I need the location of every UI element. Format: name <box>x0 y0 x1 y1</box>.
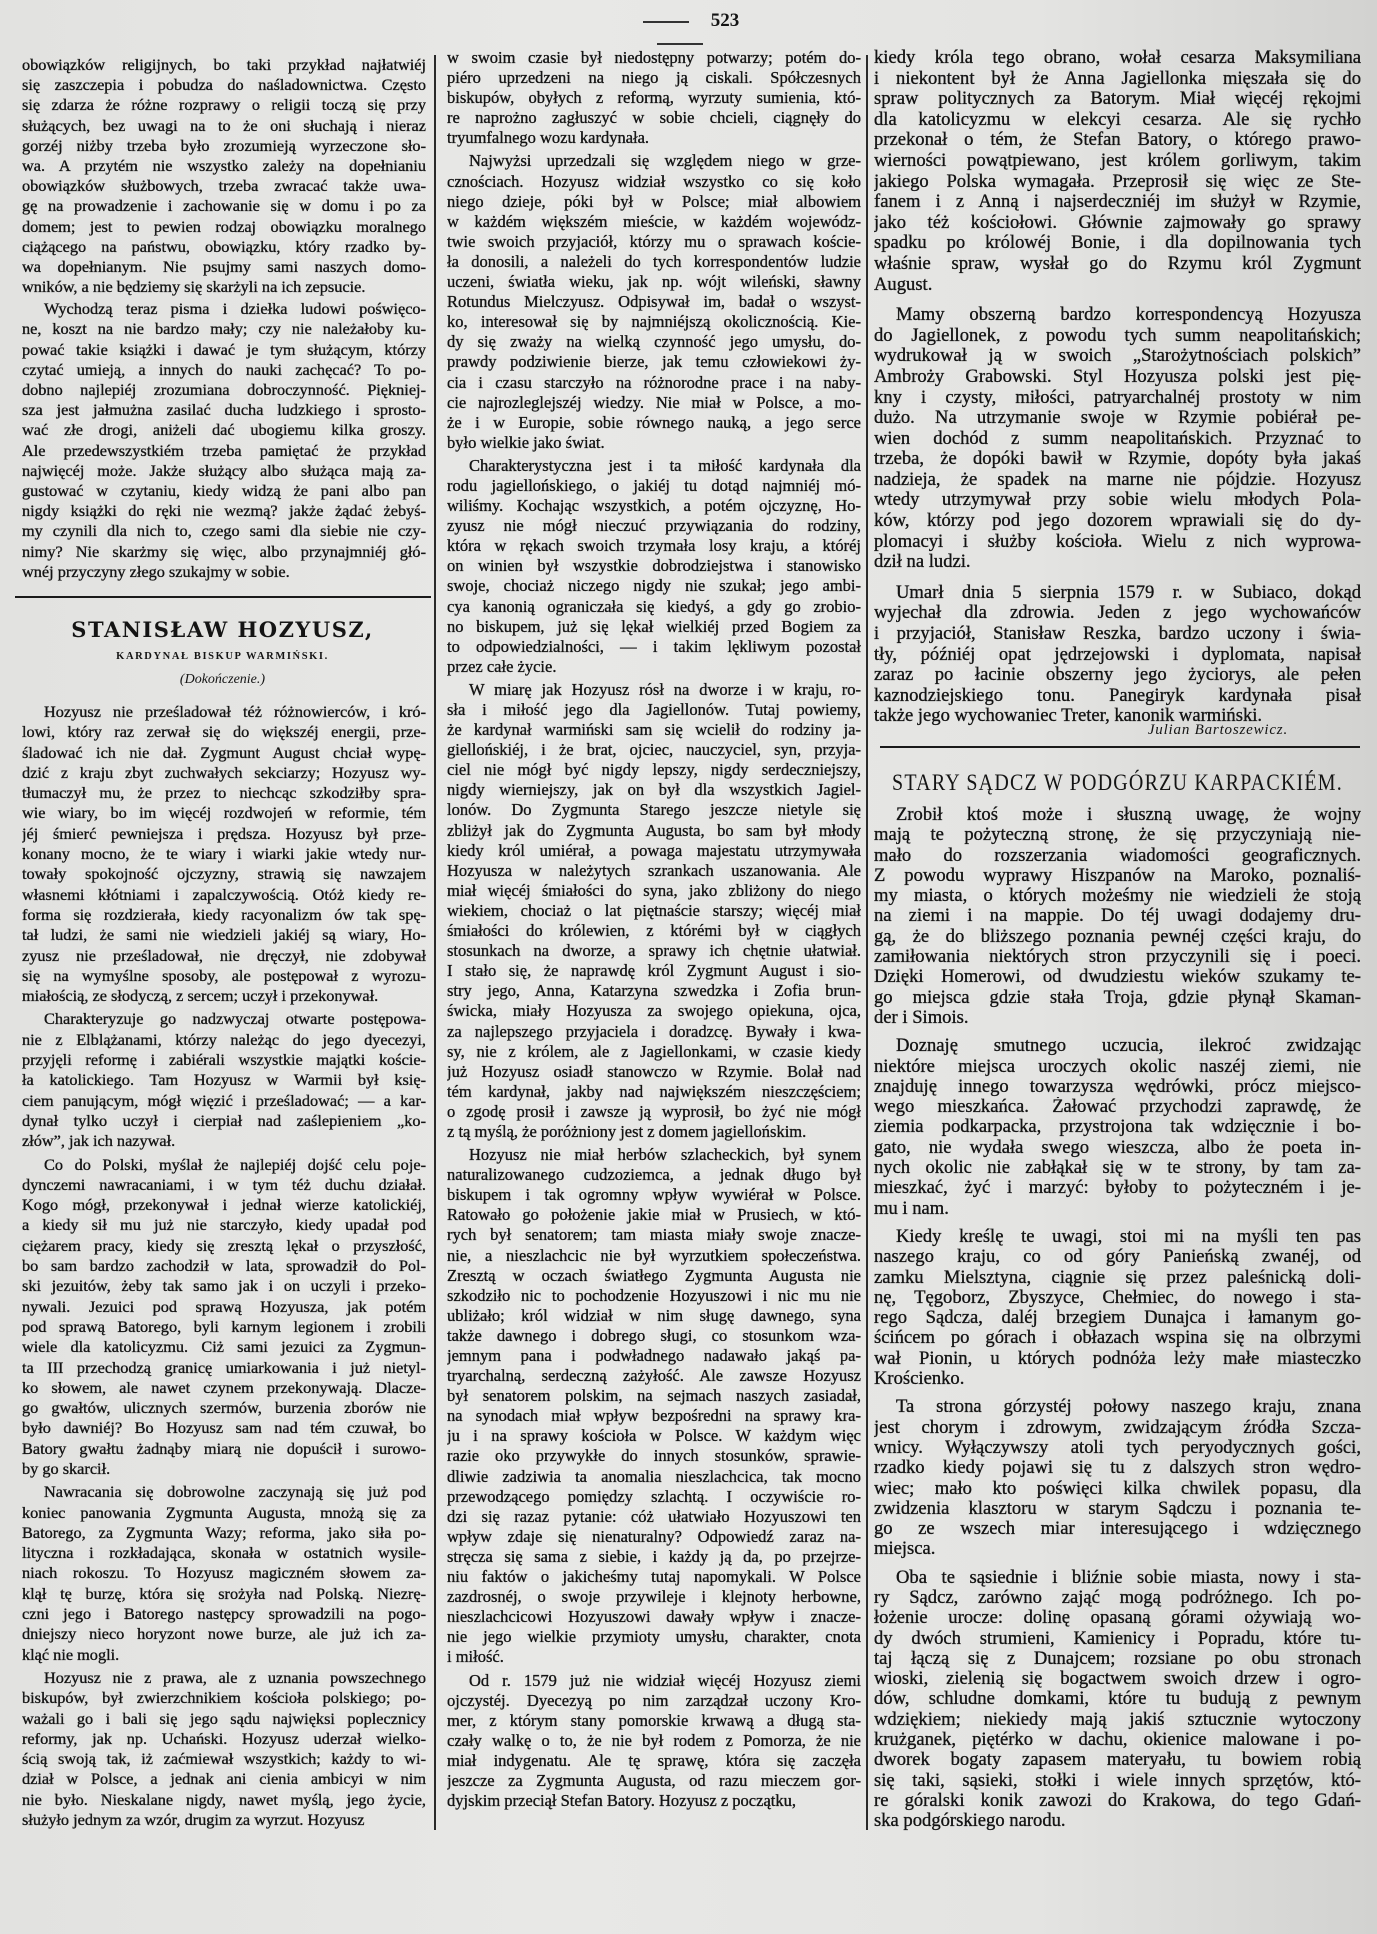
text-line: dynał tylko uczył i cierpiał nad zaślepieniem „ko- <box>22 1110 426 1130</box>
text-line: był senatorem polskim, na sejmach naszych zasiadał, <box>447 1386 861 1406</box>
paragraph <box>22 1009 426 1151</box>
text-line: re naprożno zagłuszyć w sobie chcieli, ciągnęły do <box>447 108 861 128</box>
column-3-top-text <box>874 48 1361 727</box>
text-line: zamiłowania niektórych stron przyczynili się i poeci. <box>874 947 1361 968</box>
text-line: śladować ich nie dał. Zygmunt August chciał wypę- <box>22 742 426 762</box>
text-line: wać złe drogi, aniżeli dać ubogiemu kilka groszy. <box>22 420 426 440</box>
text-line: i przyjaciół, Stanisław Reszka, bardzo uczony i świa- <box>874 624 1361 645</box>
text-line: także jego wychowaniec Treter, kanonik warmiński. <box>874 706 1263 727</box>
text-line: Ta strona górzystéj połowy naszego kraju, znana <box>896 1397 1361 1418</box>
text-line: łożenie urocze: dolinę opasaną górami ożywiają wo- <box>874 1608 1361 1629</box>
text-line: cie najrozleglejszéj wiedzy. Nie miał w Polsce, a mo- <box>447 392 861 412</box>
text-line: przekonał o tém, że Stefan Batory, o którego prawo- <box>874 130 1361 151</box>
text-line: gato, nie wydała swego wieszcza, albo że poeta in- <box>874 1137 1361 1158</box>
text-line: ścią swoją tak, iż zaćmiewał wszystkich; każdy to wi- <box>22 1749 426 1769</box>
text-line: Nawracania się dobrowolne zaczynają się już pod <box>44 1482 426 1502</box>
text-line: dliwie zadziwia ta anomalia nieszlachcica, tak mocno <box>447 1466 861 1486</box>
article-subtitle: KARDYNAŁ BISKUP WARMIŃSKI. <box>116 651 329 662</box>
paragraph <box>874 583 1361 727</box>
text-line: Zresztą w oczach światłego Zygmunta Augusta nie <box>447 1265 861 1285</box>
text-line: dy dwóch strumieni, Kamienicy i Popradu, które tu- <box>874 1628 1361 1649</box>
text-line: dzi się razaz pytanie: cóż ułatwiało Hozyuszowi ten <box>447 1506 861 1526</box>
text-line: pować takie książki i dawać je tym służącym, którzy <box>22 339 426 359</box>
text-line: Ale przedewszystkiém trzeba pamiętać że przykład <box>22 440 426 460</box>
text-line: ojczystéj. Dyecezyą po nim zarządzał uczony Kro- <box>447 1690 861 1710</box>
text-line: kiedy króla tego obrano, wołał cesarza Maksymiliana <box>874 48 1361 68</box>
text-line: było dawniéj? Bo Hozyusz sam nad tém czuwał, bo <box>22 1418 426 1438</box>
text-line: dził na ludzi. <box>874 552 971 573</box>
text-line: forma się rozdzierała, kiedy racyonalizm ów tak spę- <box>22 904 426 924</box>
text-line: tły, późniéj opat jędrzejowski i dyplomata, napisał <box>874 644 1361 665</box>
text-line: nie, a nieszlachcic nie był wyrzutkiem społeczeństwa. <box>447 1245 861 1265</box>
text-line: mu i nam. <box>874 1198 949 1219</box>
paragraph <box>874 1227 1361 1389</box>
text-line: W miarę jak Hozyusz rósł na dworze i w kraju, ro- <box>469 679 861 699</box>
text-line: dużo. Na utrzymanie swoje w Rzymie pobiérał pe- <box>874 408 1361 429</box>
text-line: gę na prowadzenie i zachowanie się w domu i po za <box>22 196 426 216</box>
text-line: nę, Tęgoborz, Zbyszyce, Chełmiec, do nowego i sta- <box>874 1287 1361 1308</box>
text-line: Kiedy kreślę te uwagi, stoi mi na myśli ten pas <box>896 1226 1361 1247</box>
text-line: właśnie spraw, wysłał go do Rzymu król Zygmunt <box>874 253 1361 274</box>
text-line: Hozyusz nie miał herbów szlacheckich, był synem <box>469 1145 861 1165</box>
page-number-dash-right <box>657 43 703 45</box>
text-line: własnemi kłótniami i zapalczywością. Otóż kiedy re- <box>22 884 426 904</box>
text-line: nie jego wielkie przymioty umysłu, charakter, cnota <box>447 1627 861 1647</box>
paragraph <box>874 805 1361 1028</box>
text-line: się taki, sąsieki, stołki i wiele innych sprzętów, któ- <box>874 1770 1361 1791</box>
text-line: szkodziło nic to pochodzenie Hozyuszowi i nic mu nie <box>447 1285 861 1305</box>
text-line: zamku Mielsztyna, ciągnie się przez paleśnicką doli- <box>874 1267 1361 1288</box>
text-line: cznościach. Hozyusz widział wszystko co się koło <box>447 171 861 191</box>
text-line: krużganek, piętérko w dachu, okienice malowane i po- <box>874 1730 1361 1751</box>
text-line: twie swoich przyjaciół, którzy mu o sprawach koście- <box>447 231 861 251</box>
text-line: lowi, który raz zerwał się do większéj energii, prze- <box>22 722 426 742</box>
text-line: naturalizowanego cudzoziemca, a jednak długo był <box>447 1165 861 1185</box>
text-line: razie oko przywykłe do innych stosunków, sprawie- <box>447 1446 861 1466</box>
text-line: i niekontent był że Anna Jagiellonka mięszała się do <box>874 68 1361 89</box>
text-line: na ziemi i na mappie. Do téj uwagi dodajemy dru- <box>874 906 1361 927</box>
text-line: jemnym pana i podwładnego nadawało jakąś pa- <box>447 1346 861 1365</box>
paragraph <box>22 299 426 582</box>
text-line: dworek bogaty zapasem materyału, tu bowiem robią <box>874 1750 1361 1771</box>
text-line: sła i miłość jego dla Jagiellonów. Tutaj powiemy, <box>447 700 861 719</box>
text-line: bo sam bardzo zachodził w lata, sprowadził do Pol- <box>22 1256 426 1276</box>
text-line: się na wymyślne sposoby, ale postępował z wyrozu- <box>22 965 426 985</box>
text-line: spraw politycznych za Batorym. Miał więcéj rękojmi <box>874 89 1361 110</box>
text-line: tém kardynał, jakby nad największém nieszczęściem; <box>447 1081 861 1101</box>
text-line: przewodzącego pomiędzy szlachtą. I oczywiście ro- <box>447 1486 861 1506</box>
text-line: ko, interesował się by najmniéjszą okolicznością. Kie- <box>447 312 861 332</box>
page-number-dash-left <box>643 21 689 23</box>
text-line: Umarł dnia 5 sierpnia 1579 r. w Subiaco, dokąd <box>896 582 1361 603</box>
text-line: ścińcem po górach i obłazach wspina się na olbrzymi <box>874 1328 1361 1349</box>
text-line: sy, nie z królem, ale z Jagiellonkami, w czasie kiedy <box>447 1041 861 1061</box>
article-continuation-note: (Dokończenie.) <box>179 672 266 687</box>
text-line: zaraz po łacinie obszerny jego życiorys, ale pełen <box>874 665 1361 686</box>
text-line: to odpowiedzialności, — i takim lękliwym pozostał <box>447 636 861 656</box>
text-line: wiliśmy. Kochając wszystkich, a potém ojczyznę, Ho- <box>447 496 861 516</box>
text-line: znajduję innego towarzysza wędrówki, prócz miejsco- <box>874 1076 1361 1097</box>
text-line: piéro uprzedzeni na niego ją ciskali. Spółczesnych <box>447 68 861 88</box>
text-line: kiedy król umiérał, a powaga majestatu utrzymywała <box>447 840 861 860</box>
text-line: Charakteryzuje go nadzwyczaj otwarte postępowa- <box>44 1009 426 1029</box>
paragraph <box>874 305 1361 573</box>
text-line: ziemia podkarpacka, przystrojona tak wdzięcznie i bo- <box>874 1117 1361 1138</box>
text-line: i miłość. <box>447 1647 504 1667</box>
text-line: zazdrosnéj, o swoje przywileje i klejnoty herbowne, <box>447 1587 861 1607</box>
text-line: Wychodzą teraz pisma i dziełka ludowi poświęco- <box>44 299 426 319</box>
text-line: wego mieszkańca. Żałować przychodzi zaprawdę, że <box>874 1097 1361 1118</box>
text-line: naszego kraju, co od góry Panieńską zwanéj, od <box>874 1247 1361 1268</box>
text-line: ła donosili, a należeli do tych korrespondentów ludzie <box>447 251 861 271</box>
text-line: my czynili dla nich to, czego sami dla siebie nie czy- <box>22 521 426 541</box>
text-line: w każdém większém mieście, w każdém wojewódz- <box>447 211 861 231</box>
text-line: się zdarza że różne rozprawy o religii toczą się przy <box>22 95 426 115</box>
text-line: wien dochód z summ neapolitańskich. Przyznać to <box>874 428 1361 449</box>
text-line: miałością, ze słodyczą, z sercem; uczył i przekonywał. <box>22 986 379 1006</box>
text-line: wa dopełnianym. Nie psujmy sami naszych domo- <box>22 256 426 276</box>
paragraph <box>22 1155 426 1480</box>
text-line: go gwałtów, ulicznych szermów, burzenia zborów nie <box>22 1398 426 1418</box>
text-line: do Jagiellonek, z powodu tych summ neapolitańskich; <box>874 325 1361 346</box>
article-title: STANISŁAW HOZYUSZ, <box>71 617 374 642</box>
text-line: lityczna i rozkładająca, skonała w ostatnich wysile- <box>22 1543 426 1563</box>
text-line: Kogo mógł, przekonywał i jednał wierze katolickiéj, <box>22 1195 426 1215</box>
text-line: Krościenko. <box>874 1369 965 1390</box>
text-line: ski jezuitów, żeby tak samo jak i on uczyli i przeko- <box>22 1276 426 1296</box>
text-line: wdziękiem; niekiedy mają jakiś sztucznie wytoczony <box>874 1709 1361 1730</box>
text-line: nigdy książki do ręki nie wezmą? jakże żądać żebyś- <box>22 501 426 521</box>
text-line: domem; jest to pewien rodzaj obowiązku moralnego <box>22 216 426 236</box>
text-line: klął tę burzę, która się srożyła nad Polską. Niezrę- <box>22 1583 426 1603</box>
text-line: towały spokojność ojczyzny, strawią się nawzajem <box>22 864 426 884</box>
text-line: stręcza się sama z siebie, i każdy ją da, po przejrze- <box>447 1546 861 1566</box>
text-line: plomacyi i służby kościoła. Wielu z nich wyprowa- <box>874 531 1361 552</box>
paragraph <box>447 151 861 452</box>
column-2-text <box>447 48 861 1811</box>
text-line: wiekiem, chociaż o lat piętnaście starszy; więcéj miał <box>447 900 861 920</box>
text-line: ta III przechodzą granicę umiarkowania i już nietyl- <box>22 1357 426 1377</box>
text-line: z tą myślą, że poróżniony jest z domem jagiellońskim. <box>447 1121 807 1141</box>
text-line: kaznodziejskiego tonu. Panegiryk kardynała pisał <box>874 685 1361 706</box>
text-line: zyusz nie prześladował, nie dręczył, nie zdobywał <box>22 945 426 965</box>
text-line: dla katolicyzmu w elekcyi cesarza. Ale się rychło <box>874 109 1361 130</box>
text-line: niego dzieje, póki był w Polsce; miał albowiem <box>447 191 861 211</box>
text-line: gorzéj niżby trzeba było zrozumieją wyrzeczone sło- <box>22 135 426 155</box>
text-line: się zaszczepia i pobudza do naśladownictwa. Często <box>22 75 426 95</box>
text-line: śmiałości do królewien, z którémi był w ciągłych <box>447 921 861 941</box>
text-line: miał indygenatu. Ale tę sprawę, która się zaczęła <box>447 1750 861 1770</box>
text-line: było wielkie jako świat. <box>447 432 605 452</box>
text-line: ła katolickiego. Tam Hozyusz w Warmii był księ- <box>22 1070 426 1090</box>
text-line: Oba te sąsiednie i bliźnie sobie miasta, nowy i sta- <box>896 1567 1361 1588</box>
text-line: prawdy podziwienie bierze, jak temu człowiekowi ży- <box>447 352 861 372</box>
text-line: wyjechał dla zdrowia. Jeden z jego wychowańców <box>874 603 1361 624</box>
text-line: gustować w czytaniu, kiedy widzą że pani albo pan <box>22 480 426 500</box>
text-line: taj łączą się z Dunajcem; rozsiane po obu stronach <box>874 1648 1361 1669</box>
text-line: on winien był wszystkie dobrodziejstwa i stanowisko <box>447 556 861 576</box>
text-line: ju i na sprawy kościoła w Polsce. W każdym więc <box>447 1426 861 1446</box>
paragraph <box>447 680 861 1142</box>
text-line: nimy? Nie skarżmy się więc, albo przynajmniéj głó- <box>22 541 426 561</box>
text-line: mają te pożyteczną stronę, że się przyczyniają nie- <box>874 825 1361 846</box>
text-line: uczeni, światła wieku, jak np. wójt wileński, sławny <box>447 272 861 292</box>
text-line: obowiązków służbowych, trzeba zwracać także uwa- <box>22 176 426 196</box>
text-line: tłumaczył mu, że przez to niechcąc szkodziłby spra- <box>22 783 426 803</box>
text-line: złów”, jak ich nazywał. <box>22 1131 176 1151</box>
text-line: wnicy. Wyłączywszy atoli tych peryodycznych gości, <box>874 1437 1361 1458</box>
text-line: tryarchalną, serdeczną zażyłość. Ale zawsze Hozyusz <box>447 1366 861 1386</box>
text-line: zwidzenia klasztoru w starym Sądczu i poznania te- <box>874 1498 1361 1519</box>
paragraph <box>874 48 1361 295</box>
text-line: gą, że do bliższego poznania pewnéj części kraju, do <box>874 926 1361 947</box>
text-line: Charakterystyczna jest i ta miłość kardynała dla <box>469 455 861 475</box>
column-rule-1 <box>434 55 436 1830</box>
text-line: Od r. 1579 już nie widział więcéj Hozyusz ziemi <box>469 1670 861 1690</box>
text-line: dzić z kraju zbyt zuchwałych sekciarzy; Hozyusz wy- <box>22 762 426 782</box>
text-line: mer, z którym stany pomorskie krwawą a długą sta- <box>447 1710 861 1730</box>
text-line: go ze wszech miar interesującego i wdzięcznego <box>874 1519 1361 1540</box>
text-line: przez całe życie. <box>447 656 557 676</box>
text-line: no biskupem, już się lękał wielkiéj przed Bogiem za <box>447 616 861 636</box>
text-line: wał Pionin, u których podnóża leży małe miasteczko <box>874 1348 1361 1369</box>
text-line: już Hozyusz osiadł stanowczo w Rzymie. Bolał nad <box>447 1061 861 1081</box>
text-line: Hozyusza w należytych szrankach uszanowania. Ale <box>447 860 861 880</box>
text-line: wpływ zdaje się nienaturalny? Odpowiedź zaraz na- <box>447 1526 861 1546</box>
text-line: stry jego, Anna, Katarzyna szwedzka i Zofia brun- <box>447 981 861 1001</box>
text-line: cya kanonią ograniczała się kiedyś, a gdy go zrobio- <box>447 596 861 616</box>
text-line: ważali go i bali się jego sądu najwięksi poplecznicy <box>22 1708 426 1728</box>
text-line: giellońskiéj, i że brat, ojciec, nauczyciel, syn, przyja- <box>447 740 861 760</box>
text-line: w swoim czasie był niedostępny potwarzy; potém do- <box>447 48 861 67</box>
text-line: wnéj przyczyny złego szukajmy w sobie. <box>22 561 290 581</box>
text-line: czni jego i Batorego następcy sprowadzili na pogo- <box>22 1604 426 1624</box>
text-line: Hozyusz nie prześladował téż różnowierców, i kró- <box>44 702 426 721</box>
text-line: ciążącego na państwu, obowiązku, który rzadko by- <box>22 236 426 256</box>
text-line: lonów. Do Zygmunta Starego jeszcze nietyle się <box>447 800 861 820</box>
text-line: nieszlachcicowi Hozyuszowi dawały wpływ i znacze- <box>447 1607 861 1627</box>
text-line: miejsca. <box>874 1539 936 1560</box>
text-line: za najlepszego przyjaciela i doradzcę. Bywały i kwa- <box>447 1021 861 1041</box>
text-line: my miasta, o których możeśmy nie wiedzieli że stoją <box>874 886 1361 907</box>
text-line: dniejszy nieco horyzont nowe burze, ale już ich za- <box>22 1624 426 1644</box>
text-line: nadzieja, że spadek na marne nie pójdzie. Hozyusz <box>874 469 1361 490</box>
text-line: rodu jagiellońskiego, o jakiéj tu dotąd najmniéj mó- <box>447 475 861 495</box>
text-line: biskupem i tak ogromny wpływ wywiérał w Polsce. <box>447 1185 861 1205</box>
paragraph <box>874 1568 1361 1832</box>
text-line: także dawnego i dobrego sługi, co stosunkom wza- <box>447 1325 861 1345</box>
text-line: rych był senatorem; tam miasta miały swoje znacze- <box>447 1225 861 1245</box>
column-rule-2 <box>866 55 868 1830</box>
text-line: Hozyusz nie z prawa, ale z uznania powszechnego <box>44 1667 426 1687</box>
text-line: nie było. Nieskalane nigdy, nawet myślą, jego życie, <box>22 1789 426 1809</box>
text-line: ciężarem pracy, kiedy się zresztą lękał o przyszłość, <box>22 1235 426 1255</box>
paragraph <box>22 1482 426 1665</box>
paragraph <box>447 1671 861 1812</box>
text-line: najwięcéj może. Jakże służący albo służąca mają za- <box>22 460 426 480</box>
text-line: wiec; mało kto poświęci kilka chwilek popasu, dla <box>874 1478 1361 1499</box>
text-line: czały walkę o to, że nie był rodem z Pomorza, że nie <box>447 1730 861 1750</box>
text-line: Zrobił ktoś może i słuszną uwagę, że wojny <box>896 805 1361 825</box>
text-line: dy się zważy na wielką czynność jego umysłu, do- <box>447 332 861 352</box>
text-line: cia i czasu starczyło na różnorodne prace i na naby- <box>447 372 861 392</box>
text-line: Najwyżsi uprzedzali się względem niego w grze- <box>469 151 861 171</box>
text-line: ubliżało; król widział w nim sługę dawnego, syna <box>447 1305 861 1325</box>
text-line: jest chorym i zdrowym, zwidzającym źródła Szcza- <box>874 1417 1361 1438</box>
text-line: obowiązków religijnych, bo taki przykład najłatwiéj <box>22 55 426 74</box>
text-line: że kardynał warmiński sam się wcielił do rodziny ja- <box>447 720 861 740</box>
text-line: wydrukował ją w swoich „Starożytnościach polskich” <box>874 346 1361 367</box>
text-line: wioski, zielenią się bogactwem swoich drzew i ogro- <box>874 1669 1361 1690</box>
text-line: dynczemi nawracaniami, i w tym téż duchu działał. <box>22 1174 426 1194</box>
text-line: na synodach miał wpływ bezpośredni na sprawy kra- <box>447 1406 861 1426</box>
text-line: wtedy utrzymywał przy sobie wielu młodych Pola- <box>874 490 1361 511</box>
text-line: jéj śmierć pewniejsza i prędsza. Hozyusz był prze- <box>22 823 426 843</box>
column-3-bottom-text <box>874 805 1361 1832</box>
text-line: wa. A przytém nie wszystko zależy na dopełnianiu <box>22 155 426 175</box>
text-line: Batory gwałtu żadnąby miarą nie dopuścił i surowo- <box>22 1438 426 1458</box>
text-line: rego Sądcza, daléj brzegiem Dunajca i łamanym go- <box>874 1308 1361 1329</box>
text-line: mało do rozszerzania wiadomości geograficznych. <box>874 845 1361 866</box>
text-line: nywali. Jezuici pod sprawą Hozyusza, jak potém <box>22 1296 426 1316</box>
text-line: go miejsca gdzie stała Troja, gdzie płynął Skaman- <box>874 987 1361 1008</box>
page-number-text: 523 <box>710 10 740 31</box>
text-line: o zgodę prosił i zawsze ją wyprosił, bo żyć nie mógł <box>447 1101 861 1121</box>
text-line: niach rokoszu. To Hozyusz magiczném słowem za- <box>22 1563 426 1583</box>
paragraph <box>447 48 861 148</box>
text-line: rzadko kiedy pojawi się tu z dalszych stron wędro- <box>874 1458 1361 1479</box>
text-line: wierności powątpiewano, jest królem gorliwym, takim <box>874 150 1361 171</box>
text-line: stosunkach na dworze, a sprawy ich chętnie ułatwiał. <box>447 941 861 961</box>
text-line: fanem i z Anną i najserdeczniéj im służył w Rzymie, <box>874 192 1361 213</box>
text-line: miał więcéj śmiałości do syna, jako zbliżony do niego <box>447 880 861 900</box>
text-line: Rotundus Mielczyusz. Odpisywał im, badał o wszyst- <box>447 292 861 312</box>
text-line: kląć nie mogli. <box>22 1644 120 1664</box>
text-line: niektóre miejsca uroczych okolic naszéj ziemi, nie <box>874 1056 1361 1077</box>
text-line: biskupów, był zwierzchnikiem kościoła polskiego; po- <box>22 1688 426 1708</box>
text-line: czytać umieją, a innych do nauki zachęcać? To po- <box>22 359 426 379</box>
author-signature: Julian Bartoszewicz. <box>1147 722 1288 738</box>
article-2-title: STARY SĄDCZ W PODGÓRZU KARPACKIÉM. <box>892 770 1343 796</box>
text-line: świcka, miały Hozyusza za swojego opiekuna, ojca, <box>447 1001 861 1021</box>
text-line: Ratowało go położenie jakie miał w Prusiech, w któ- <box>447 1205 861 1225</box>
text-line: wników, a nie będziemy się skarżyli na ich zepsucie. <box>22 277 366 297</box>
text-line: by go skarcił. <box>22 1458 111 1478</box>
column-1-top-text <box>22 55 426 582</box>
text-line: I stało się, że naprawdę król Zygmunt August i sio- <box>447 961 861 981</box>
text-line: jeszcze za Zygmunta Augusta, od razu mieczem gor- <box>447 1770 861 1790</box>
text-line: przyjęli reformę i zabiérali wszystkie majątki koście- <box>22 1050 426 1070</box>
text-line: swoje, chociaż niczego nigdy nie szukał; jego ambi- <box>447 576 861 596</box>
text-line: der i Simois. <box>874 1007 969 1028</box>
text-line: dobno najlepiéj zrozumiana dobroczynność. Piękniej- <box>22 380 426 399</box>
paragraph <box>22 1668 426 1830</box>
text-line: jakiego Polska wymagała. Przeprosił się więc ze Ste- <box>874 171 1361 192</box>
paragraph <box>22 702 426 1006</box>
text-line: August. <box>874 274 933 295</box>
text-line: pod sprawą Batorego, byli karnym legionem i zrobili <box>22 1316 426 1336</box>
text-line: zyusz nie mógł nieczuć przywiązania do rodziny, <box>447 516 861 536</box>
text-line: ry Sądcz, zarówno zająć mogą podróżnego. Ich po- <box>874 1587 1361 1608</box>
text-line: Ambroży Grabowski. Styl Hozyusza polski jest pię- <box>874 366 1361 387</box>
text-line: dyjskim przeciął Stefan Batory. Hozyusz z początku, <box>447 1791 796 1811</box>
text-line: Doznaję smutnego uczucia, ilekroć zwidzając <box>896 1036 1361 1057</box>
text-line: spadku po królowéj Bonie, i dla dopilnowania tych <box>874 233 1361 254</box>
text-line: zbliżył jak do Zygmunta Augusta, bo sam był młody <box>447 820 861 840</box>
text-line: a kiedy sił mu już nie starczyło, kiedy upadał pod <box>22 1215 426 1235</box>
column-1-bottom-text <box>22 702 426 1830</box>
text-line: ciel nie mógł być nigdy lepszy, nigdy serdeczniejszy, <box>447 760 861 780</box>
text-line: służących, bez uwagi na to że oni słuchają i nieraz <box>22 115 426 135</box>
text-line: ciem panującym, mógł więzić i prześladować; — a kar- <box>22 1090 426 1110</box>
text-line: Dzięki Homerowi, od dwudziestu wieków szukamy te- <box>874 967 1361 988</box>
text-line: biskupów, obyłych z reformą, wyrzuty sumienia, któ- <box>447 88 861 108</box>
paragraph <box>22 55 426 297</box>
text-line: sza jest jałmużna zasilać ducha ludzkiego i sprosto- <box>22 400 426 420</box>
text-line: Co do Polski, myślał że najlepiéj dojść celu poje- <box>44 1154 426 1174</box>
text-line: nigdy wierniejszy, jak on był dla wszystkich Jagiel- <box>447 780 861 800</box>
text-line: re góralski konik zawozi do Krakowa, do tego Gdań- <box>874 1790 1361 1811</box>
text-line: nie z Elblążanami, którzy należąc do jego dyecezyi, <box>22 1029 426 1049</box>
text-line: wiele dla katolicyzmu. Ciż sami jezuici za Zygmun- <box>22 1337 426 1357</box>
paragraph <box>447 456 861 677</box>
text-line: wie wiary, bo im więcéj rozdwojeń w reformie, tém <box>22 803 426 823</box>
text-line: jako téż kościołowi. Głównie zajmowały go sprawy <box>874 212 1361 233</box>
text-line: trzeba, że dopóki bawił w Rzymie, dopóty była jakaś <box>874 449 1361 470</box>
text-line: dów, schludne domkami, które tu budują z pewnym <box>874 1689 1361 1710</box>
text-line: ko słowem, ale nawet czynem przekonywają. Dlacze- <box>22 1377 426 1397</box>
text-line: niu faktów o jakicheśmy tutaj napomykali. W Polsce <box>447 1567 861 1587</box>
text-line: służyło jednym za wzór, drugim za wyrzut. Hozyusz <box>22 1810 365 1830</box>
text-line: ków, którzy pod jego dozorem wprawiali się do dy- <box>874 511 1361 532</box>
text-line: która w rękach swoich trzymała losy kraju, a któréj <box>447 536 861 556</box>
paragraph <box>447 1145 861 1667</box>
text-line: ska podgórskiego narodu. <box>874 1811 1066 1832</box>
text-line: koniec panowania Zygmunta Augusta, mnożą się za <box>22 1502 426 1522</box>
text-line: konany mocno, że te wiary i wiarki jakie wtedy nur- <box>22 844 426 864</box>
text-line: dział w Polsce, a jednak ani cienia ambicyi w nim <box>22 1769 426 1789</box>
text-line: ne, koszt na nie bardzo mały; czy nie należałoby ku- <box>22 319 426 339</box>
text-line: mieszkać, żyć i marzyć: byłoby to pożyteczném i je- <box>874 1178 1361 1199</box>
paragraph <box>874 1397 1361 1559</box>
section-divider-2 <box>880 746 1360 748</box>
text-line: tryumfalnego wozu kardynała. <box>447 128 650 148</box>
text-line: nych okolic nie zabłąkał się w te strony, by tam za- <box>874 1158 1361 1179</box>
text-line: tał ludzi, że sami nie wiedzieli jakiéj są wiary, Ho- <box>22 925 426 945</box>
text-line: Batorego, za Zygmunta Wazy; reforma, jako siła po- <box>22 1522 426 1542</box>
paragraph <box>874 1036 1361 1219</box>
text-line: kny i czysty, miłości, patryarchalnéj prostoty w nim <box>874 387 1361 408</box>
section-divider <box>15 596 431 598</box>
text-line: reformy, jak np. Uchański. Hozyusz uderzał wielko- <box>22 1728 426 1748</box>
text-line: Mamy obszerną bardzo korrespondencyą Hozyusza <box>896 305 1361 326</box>
text-line: Z powodu wyprawy Hiszpanów na Maroko, poznaliś- <box>874 865 1361 886</box>
text-line: że i w Europie, sobie równego nauką, a jego serce <box>447 412 861 432</box>
